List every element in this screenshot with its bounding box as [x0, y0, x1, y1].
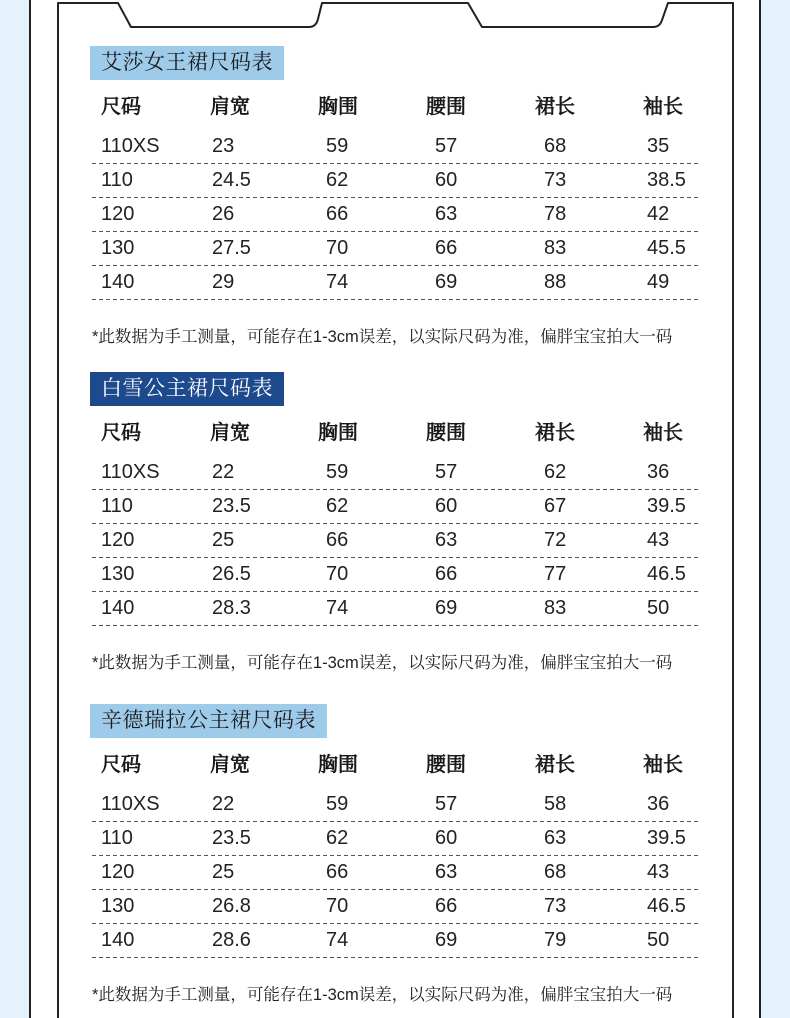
size-cell: 130 [101, 895, 135, 917]
chest-cell: 70 [326, 895, 349, 917]
chest-cell: 66 [326, 529, 349, 551]
dress-length-cell: 67 [544, 495, 567, 517]
shoulder-cell: 25 [212, 529, 235, 551]
dress-length-cell: 83 [544, 237, 567, 259]
measurement-note: *此数据为手工测量，可能存在1-3cm误差，以实际尺码为准，偏胖宝宝拍大一码 [92, 986, 673, 1004]
measurement-note: *此数据为手工测量，可能存在1-3cm误差，以实际尺码为准，偏胖宝宝拍大一码 [92, 654, 673, 672]
table-row [92, 558, 700, 592]
shoulder-cell: 26.5 [212, 563, 251, 585]
waist-cell: 60 [435, 827, 458, 849]
waist-cell: 57 [435, 793, 458, 815]
size-cell: 110XS [101, 793, 160, 815]
sleeve-length-cell: 42 [647, 203, 670, 225]
header-shoulder: 肩宽 [210, 96, 250, 118]
chest-cell: 62 [326, 169, 349, 191]
sleeve-length-cell: 45.5 [647, 237, 686, 259]
table-row [92, 198, 700, 232]
waist-cell: 60 [435, 169, 458, 191]
sleeve-length-cell: 35 [647, 135, 670, 157]
dress-length-cell: 72 [544, 529, 567, 551]
size-cell: 110 [101, 495, 133, 517]
waist-cell: 66 [435, 563, 458, 585]
size-cell: 110XS [101, 135, 160, 157]
shoulder-cell: 23.5 [212, 827, 251, 849]
chart-title-badge: 辛德瑞拉公主裙尺码表 [90, 704, 327, 738]
sleeve-length-cell: 50 [647, 929, 670, 951]
table-header-row [92, 748, 700, 782]
sleeve-length-cell: 49 [647, 271, 670, 293]
table-header-row [92, 416, 700, 450]
waist-cell: 60 [435, 495, 458, 517]
sleeve-length-cell: 36 [647, 461, 670, 483]
header-dress-length: 裙长 [535, 96, 575, 118]
dress-length-cell: 78 [544, 203, 567, 225]
table-header-row [92, 90, 700, 124]
size-chart-section [0, 46, 790, 356]
table-row [92, 788, 700, 822]
size-cell: 120 [101, 203, 135, 225]
chest-cell: 74 [326, 271, 349, 293]
header-size: 尺码 [101, 422, 141, 444]
sleeve-length-cell: 38.5 [647, 169, 686, 191]
table-row [92, 164, 700, 198]
shoulder-cell: 25 [212, 861, 235, 883]
dress-length-cell: 62 [544, 461, 567, 483]
waist-cell: 63 [435, 529, 458, 551]
header-chest: 胸围 [318, 422, 358, 444]
chest-cell: 66 [326, 203, 349, 225]
header-sleeve-length: 袖长 [643, 422, 683, 444]
size-cell: 110 [101, 827, 133, 849]
dress-length-cell: 73 [544, 895, 567, 917]
sleeve-length-cell: 46.5 [647, 895, 686, 917]
dress-length-cell: 58 [544, 793, 567, 815]
header-shoulder: 肩宽 [210, 754, 250, 776]
shoulder-cell: 23 [212, 135, 235, 157]
header-waist: 腰围 [426, 96, 466, 118]
size-chart-section [0, 372, 790, 682]
table-row [92, 856, 700, 890]
size-cell: 110 [101, 169, 133, 191]
chest-cell: 70 [326, 237, 349, 259]
waist-cell: 69 [435, 929, 458, 951]
dress-length-cell: 88 [544, 271, 567, 293]
header-dress-length: 裙长 [535, 422, 575, 444]
dress-length-cell: 63 [544, 827, 567, 849]
waist-cell: 57 [435, 135, 458, 157]
chest-cell: 59 [326, 461, 349, 483]
shoulder-cell: 27.5 [212, 237, 251, 259]
header-sleeve-length: 袖长 [643, 754, 683, 776]
waist-cell: 63 [435, 203, 458, 225]
waist-cell: 66 [435, 237, 458, 259]
header-shoulder: 肩宽 [210, 422, 250, 444]
size-cell: 130 [101, 563, 135, 585]
shoulder-cell: 26.8 [212, 895, 251, 917]
measurement-note: *此数据为手工测量，可能存在1-3cm误差，以实际尺码为准，偏胖宝宝拍大一码 [92, 328, 673, 346]
chart-title-badge: 白雪公主裙尺码表 [90, 372, 284, 406]
chest-cell: 59 [326, 793, 349, 815]
waist-cell: 69 [435, 597, 458, 619]
header-waist: 腰围 [426, 422, 466, 444]
chest-cell: 62 [326, 827, 349, 849]
waist-cell: 69 [435, 271, 458, 293]
header-size: 尺码 [101, 754, 141, 776]
dress-length-cell: 68 [544, 861, 567, 883]
sleeve-length-cell: 46.5 [647, 563, 686, 585]
table-row [92, 232, 700, 266]
header-size: 尺码 [101, 96, 141, 118]
chart-title-badge: 艾莎女王裙尺码表 [90, 46, 284, 80]
table-row [92, 822, 700, 856]
sleeve-length-cell: 43 [647, 861, 670, 883]
size-cell: 140 [101, 597, 135, 619]
dress-length-cell: 79 [544, 929, 567, 951]
size-cell: 120 [101, 861, 135, 883]
header-chest: 胸围 [318, 96, 358, 118]
size-cell: 120 [101, 529, 135, 551]
sleeve-length-cell: 39.5 [647, 495, 686, 517]
header-waist: 腰围 [426, 754, 466, 776]
waist-cell: 63 [435, 861, 458, 883]
chest-cell: 74 [326, 597, 349, 619]
shoulder-cell: 26 [212, 203, 235, 225]
sleeve-length-cell: 50 [647, 597, 670, 619]
chest-cell: 59 [326, 135, 349, 157]
size-cell: 140 [101, 929, 135, 951]
header-chest: 胸围 [318, 754, 358, 776]
waist-cell: 66 [435, 895, 458, 917]
table-row [92, 924, 700, 958]
dress-length-cell: 73 [544, 169, 567, 191]
table-row [92, 266, 700, 300]
chest-cell: 74 [326, 929, 349, 951]
shoulder-cell: 23.5 [212, 495, 251, 517]
table-row [92, 130, 700, 164]
dress-length-cell: 68 [544, 135, 567, 157]
dress-length-cell: 83 [544, 597, 567, 619]
shoulder-cell: 24.5 [212, 169, 251, 191]
size-cell: 110XS [101, 461, 160, 483]
chest-cell: 62 [326, 495, 349, 517]
size-cell: 130 [101, 237, 135, 259]
sleeve-length-cell: 39.5 [647, 827, 686, 849]
chest-cell: 66 [326, 861, 349, 883]
shoulder-cell: 28.3 [212, 597, 251, 619]
shoulder-cell: 22 [212, 793, 235, 815]
table-row [92, 890, 700, 924]
shoulder-cell: 22 [212, 461, 235, 483]
table-row [92, 490, 700, 524]
shoulder-cell: 29 [212, 271, 235, 293]
shoulder-cell: 28.6 [212, 929, 251, 951]
dress-length-cell: 77 [544, 563, 567, 585]
waist-cell: 57 [435, 461, 458, 483]
sleeve-length-cell: 43 [647, 529, 670, 551]
size-chart-section [0, 704, 790, 1014]
chest-cell: 70 [326, 563, 349, 585]
header-sleeve-length: 袖长 [643, 96, 683, 118]
table-row [92, 524, 700, 558]
size-cell: 140 [101, 271, 135, 293]
sleeve-length-cell: 36 [647, 793, 670, 815]
header-dress-length: 裙长 [535, 754, 575, 776]
table-row [92, 592, 700, 626]
table-row [92, 456, 700, 490]
